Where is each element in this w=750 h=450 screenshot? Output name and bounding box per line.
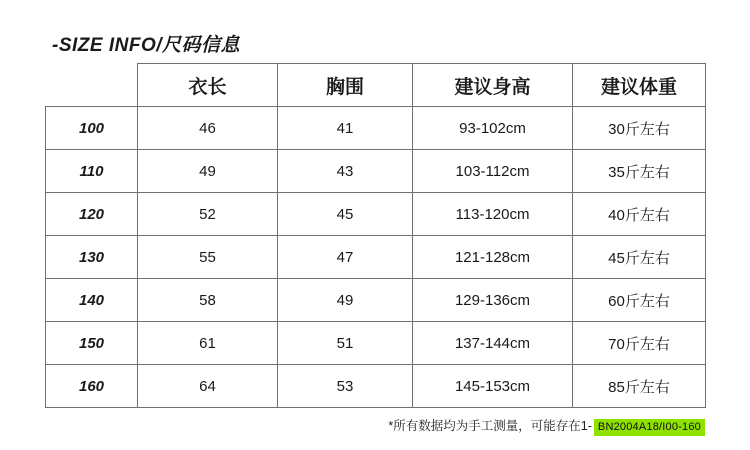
table-row [46, 365, 706, 408]
row-weight: 30斤左右 [573, 107, 706, 150]
row-weight: 85斤左右 [573, 365, 706, 408]
row-length: 61 [138, 322, 278, 365]
row-height: 103-112cm [413, 150, 573, 193]
page-title: -SIZE INFO/尺码信息 [52, 35, 241, 56]
row-length: 46 [138, 107, 278, 150]
table-corner-cell [46, 64, 138, 107]
row-length: 52 [138, 193, 278, 236]
size-info-table [45, 63, 706, 408]
table-header-row [46, 64, 706, 107]
row-height: 129-136cm [413, 279, 573, 322]
row-length: 64 [138, 365, 278, 408]
row-size: 160 [46, 365, 138, 408]
table-row [46, 107, 706, 150]
row-height: 145-153cm [413, 365, 573, 408]
row-size: 100 [46, 107, 138, 150]
header-height: 建议身高 [413, 64, 573, 107]
table-row [46, 193, 706, 236]
row-bust: 51 [278, 322, 413, 365]
row-bust: 47 [278, 236, 413, 279]
row-length: 49 [138, 150, 278, 193]
product-code-badge: BN2004A18/I00-160 [594, 419, 705, 436]
row-height: 137-144cm [413, 322, 573, 365]
row-weight: 70斤左右 [573, 322, 706, 365]
row-size: 140 [46, 279, 138, 322]
row-bust: 43 [278, 150, 413, 193]
row-height: 93-102cm [413, 107, 573, 150]
row-weight: 60斤左右 [573, 279, 706, 322]
row-bust: 49 [278, 279, 413, 322]
row-height: 121-128cm [413, 236, 573, 279]
header-weight: 建议体重 [573, 64, 706, 107]
measurement-footnote [388, 416, 705, 436]
row-length: 58 [138, 279, 278, 322]
header-length: 衣长 [138, 64, 278, 107]
row-size: 130 [46, 236, 138, 279]
row-length: 55 [138, 236, 278, 279]
header-bust: 胸围 [278, 64, 413, 107]
row-height: 113-120cm [413, 193, 573, 236]
table-row [46, 322, 706, 365]
row-size: 120 [46, 193, 138, 236]
footnote-text: *所有数据均为手工测量，可能存在1- [388, 419, 592, 433]
row-bust: 45 [278, 193, 413, 236]
row-bust: 41 [278, 107, 413, 150]
table-row [46, 236, 706, 279]
row-weight: 35斤左右 [573, 150, 706, 193]
row-bust: 53 [278, 365, 413, 408]
row-size: 150 [46, 322, 138, 365]
row-size: 110 [46, 150, 138, 193]
table-row [46, 150, 706, 193]
row-weight: 40斤左右 [573, 193, 706, 236]
row-weight: 45斤左右 [573, 236, 706, 279]
table-row [46, 279, 706, 322]
